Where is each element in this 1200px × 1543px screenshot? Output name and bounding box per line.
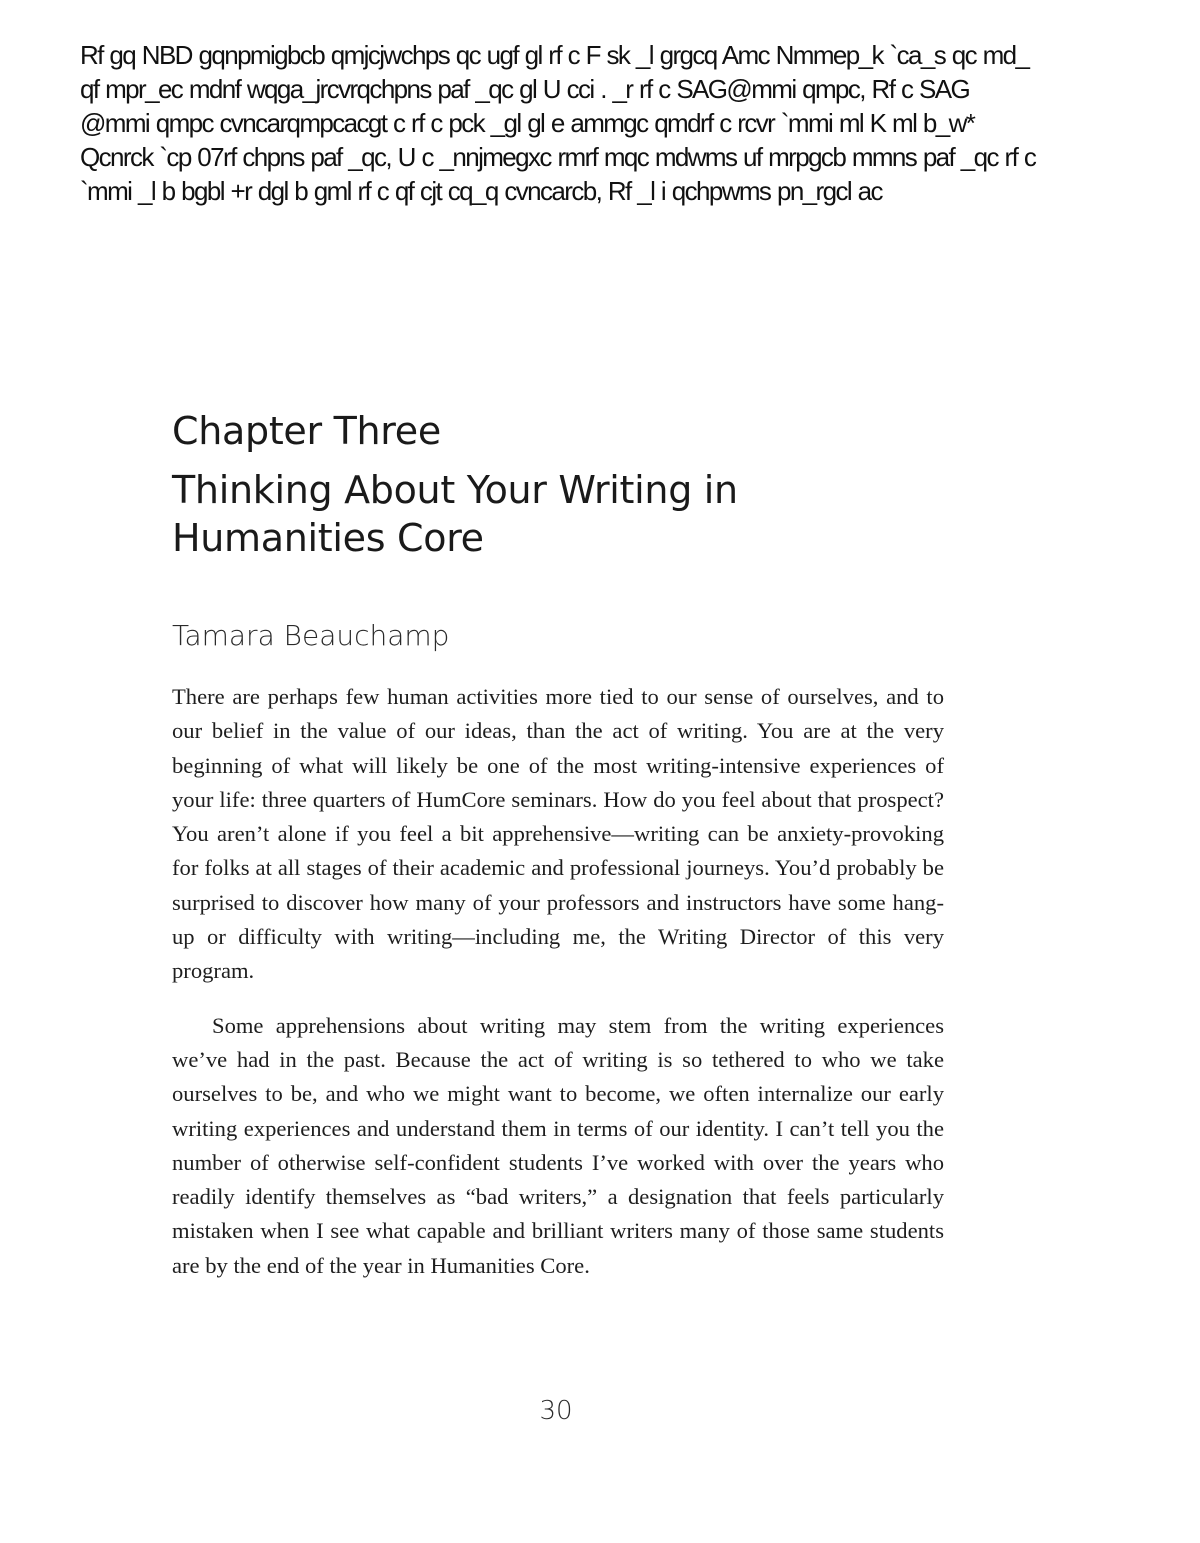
garbled-line: qf mpr_ec mdnf wqga_jrcvrqchpns paf _qc gl U cci . _r rf c SAG@mmi qmpc, Rf c SAG <box>80 74 970 104</box>
body-text <box>172 680 944 1283</box>
chapter-title: Thinking About Your Writing in Humanities Core <box>172 468 738 560</box>
garbled-header-text <box>80 38 1140 208</box>
author-name: Tamara Beauchamp <box>172 619 450 652</box>
body-paragraph: Some apprehensions about writing may stem from the writing experiences we’ve had in the past. Because the act of writing is so tethered to who we take ourselves to be, and who we might want to become, we often internalize our early writing experiences and understand them in terms of our identity. I can’t tell you the number of otherwise self-confident students I’ve worked with over the years who readily identify themselves as “bad writers,” a designation that feels particularly mistaken when I see what capable and brilliant writers many of those same students are by the end of the year in Humanities Core. <box>172 1012 944 1278</box>
chapter-label: Chapter Three <box>172 409 441 453</box>
garbled-line: Rf gq NBD gqnpmigbcb qmjcjwchps qc ugf gl rf c F sk _l grgcq Amc Nmmep_k `ca_s qc md_ <box>80 40 1029 70</box>
garbled-line: Qcnrck `cp 07rf chpns paf _qc, U c _nnjmegxc rmrf mqc mdwms uf mrpgcb mmns paf _qc rf c <box>80 142 1036 172</box>
garbled-line: @mmi qmpc cvncarqmpcacgt c rf c pck _gl gl e ammgc qmdrf c rcvr `mmi ml K ml b_w* <box>80 108 975 138</box>
page-number: 30 <box>539 1396 573 1426</box>
body-paragraph: There are perhaps few human activities more tied to our sense of ourselves, and to our belief in the value of our ideas, than the act of writing. You are at the very beginning of what will likely be one of the most writing-intensive experiences of your life: three quarters of HumCore seminars. How do you feel about that prospect? You aren’t alone if you feel a bit apprehensive—writing can be anxiety-provoking for folks at all stages of their academic and professional journeys. You’d probably be surprised to discover how many of your professors and instructors have some hang-up or difficulty with writing—including me, the Writing Director of this very program. <box>172 684 944 984</box>
garbled-line: `mmi _l b bgbl +r dgl b gml rf c qf cjt cq_q cvncarcb, Rf _l i qchpwms pn_rgcl ac <box>80 176 882 206</box>
